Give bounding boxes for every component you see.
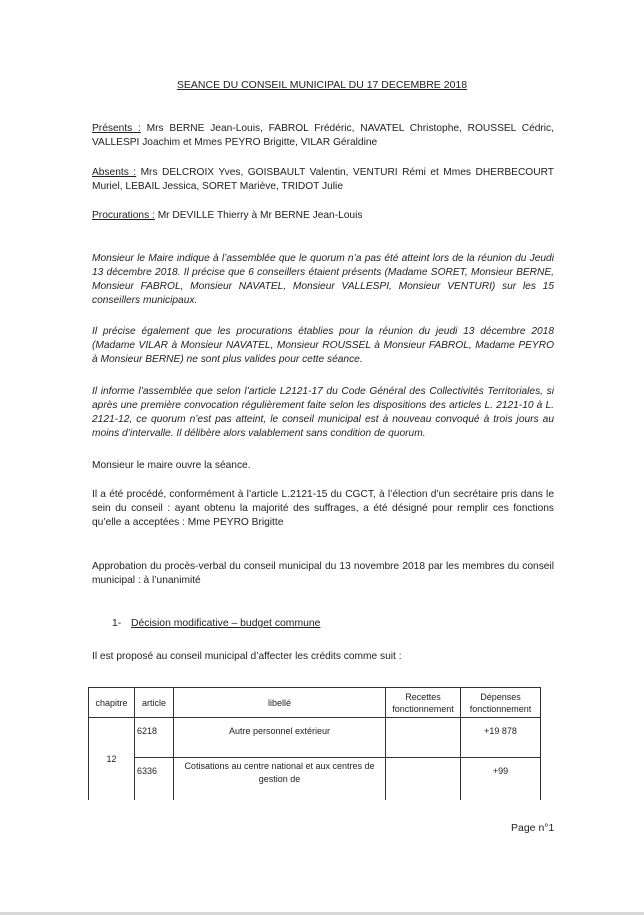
procurations-invalid-paragraph: Il précise également que les procurations établies pour la réunion du jeudi 13 décembre 2018 (Madame VILAR à Monsieur NAVATEL, Monsieur ROUSSEL à Monsieur FABROL, Madame PEYRO à Monsieur BERNE) ne sont plus valides pour cette séance.: [92, 326, 554, 365]
procurations-paragraph: [92, 209, 554, 223]
opening-paragraph: Monsieur le maire ouvre la séance.: [92, 460, 251, 471]
approval-paragraph: Approbation du procès-verbal du conseil municipal du 13 novembre 2018 par les membres du conseil municipal : à l’unanimité: [92, 561, 554, 586]
section-heading: [112, 618, 320, 629]
cell-depenses: +99: [461, 758, 541, 800]
cell-article: 6336: [135, 758, 174, 800]
header-chapitre: chapitre: [89, 688, 135, 718]
absents-text: Mrs DELCROIX Yves, GOISBAULT Valentin, VENTURI Rémi et Mmes DHERBECOURT Muriel, LEBAIL Jessica, SORET Mariève, TRIDOT Julie: [92, 167, 554, 192]
page-number: Page n°1: [511, 822, 555, 834]
presents-paragraph: [92, 122, 554, 150]
cell-depenses: +19 878: [461, 718, 541, 758]
article-paragraph: Il informe l’assemblée que selon l’article L2121-17 du Code Général des Collectivités Territoriales, si après une première convocation régulièrement faite selon les dispositions des articles L. 2121-10 à L. 2121-12, ce quorum n’est pas atteint, le conseil municipal est à nouveau convoqué à trois jours au moins d’intervalle. Il délibère alors valablement sans condition de quorum.: [92, 386, 554, 439]
table-row: [89, 718, 541, 758]
header-depenses: Dépenses fonctionnement: [461, 688, 541, 718]
quorum-paragraph: Monsieur le Maire indique à l’assemblée que le quorum n’a pas été atteint lors de la réunion du Jeudi 13 décembre 2018. Il précise que 6 conseillers étaient présents (Madame SORET, Monsieur BERNE, Monsieur FABROL, Monsieur NAVATEL, Monsieur VALLESPI, Monsieur VENTURI) sur les 15 conseillers municipaux.: [92, 253, 554, 306]
presents-label: Présents :: [92, 123, 141, 134]
header-article: article: [135, 688, 174, 718]
table-header-row: [89, 688, 541, 718]
cell-libelle: Autre personnel extérieur: [174, 718, 386, 758]
cell-chapitre: 12: [89, 718, 135, 800]
cell-libelle: Cotisations au centre national et aux centres de gestion de: [174, 758, 386, 800]
procurations-text: Mr DEVILLE Thierry à Mr BERNE Jean-Louis: [154, 210, 363, 221]
absents-label: Absents :: [92, 167, 137, 178]
table-row: [89, 758, 541, 800]
header-libelle: libellé: [174, 688, 386, 718]
header-recettes: Recettes fonctionnement: [386, 688, 461, 718]
cell-article: 6218: [135, 718, 174, 758]
absents-paragraph: [92, 166, 554, 194]
credits-table: [88, 687, 541, 800]
procurations-label: Procurations :: [92, 210, 155, 221]
section-title: Décision modificative – budget commune: [131, 618, 321, 629]
cell-recettes: [386, 718, 461, 758]
document-title: SEANCE DU CONSEIL MUNICIPAL DU 17 DECEMBRE 2018: [176, 79, 468, 91]
proposal-paragraph: Il est proposé au conseil municipal d’affecter les crédits comme suit :: [92, 651, 402, 662]
section-number: 1-: [112, 618, 122, 629]
secretary-paragraph: Il a été procédé, conformément à l’article L.2121-15 du CGCT, à l’élection d’un secrétaire pris dans le sein du conseil : ayant obtenu la majorité des suffrages, a été désigné pour remplir ces fonctions qu’elle a acceptées : Mme PEYRO Brigitte: [92, 489, 554, 528]
presents-text: Mrs BERNE Jean-Louis, FABROL Frédéric, NAVATEL Christophe, ROUSSEL Cédric, VALLESPI Joachim et Mmes PEYRO Brigitte, VILAR Géraldine: [92, 123, 554, 148]
cell-recettes: [386, 758, 461, 800]
